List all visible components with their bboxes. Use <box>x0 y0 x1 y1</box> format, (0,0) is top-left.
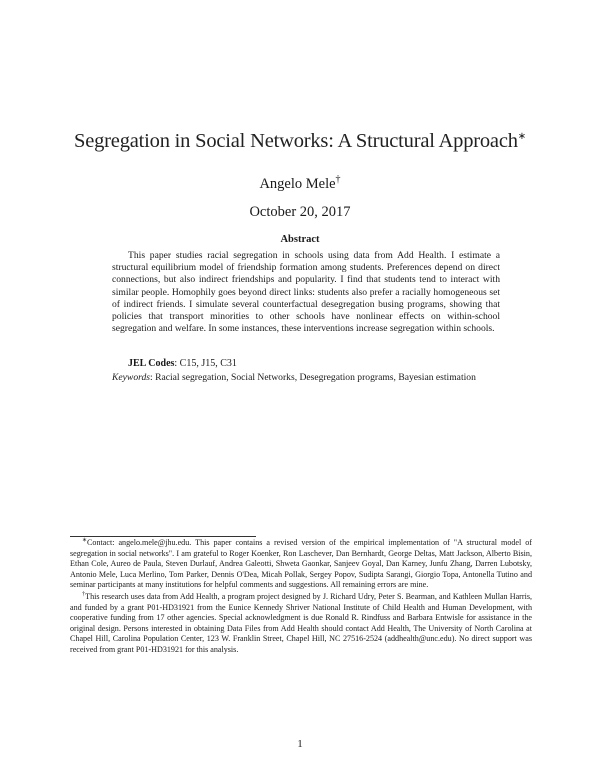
title-text: Segregation in Social Networks: A Structural Approach <box>74 130 518 152</box>
author-footnote-mark: † <box>335 174 341 186</box>
jel-codes <box>112 358 500 370</box>
keywords-values: : Racial segregation, Social Networks, Desegregation programs, Bayesian estimation <box>150 372 476 384</box>
paper-date: October 20, 2017 <box>249 204 351 220</box>
footnote-text: Contact: angelo.mele@jhu.edu. This paper contains a revised version of the empirical implementation of "A structural model of segregation in social networks". I am grateful to Roger Koenker, Ron Laschever, Dan Bernhardt, George Deltas, Matt Jackson, Alberto Bisin, Ethan Cole, Aureo de Paula, Steven Durlauf, Andrea Galeotti, Shweta Gaonkar, Sanjeev Goyal, Dan Karney, Junfu Zhang, Darren Lubotsky, Antonio Mele, Luca Merlino, Tom Parker, Dennis O'Dea, Micah Pollak, Sergey Popov, Sudipta Sarangi, Giorgio Topa, Antonella Tutino and seminar participants at many institutions for helpful comments and suggestions. All remaining errors are mine. <box>70 538 532 590</box>
abstract-heading: Abstract <box>280 234 320 245</box>
footnote-mark: † <box>82 591 86 598</box>
title-footnote-mark: ∗ <box>517 131 526 143</box>
keywords-block <box>112 358 500 384</box>
jel-values: : C15, J15, C31 <box>174 358 237 369</box>
footnote-mark: ∗ <box>82 537 88 544</box>
author-name: Angelo Mele <box>259 176 336 192</box>
keywords <box>112 372 500 384</box>
footnotes <box>70 538 532 657</box>
footnote-divider <box>70 536 256 537</box>
footnote <box>70 538 532 591</box>
paper-author <box>40 176 560 193</box>
jel-label: JEL Codes <box>128 358 175 369</box>
paper-title <box>40 130 560 153</box>
keywords-label: Keywords <box>112 372 151 384</box>
footnote <box>70 592 532 656</box>
footnote-text: This research uses data from Add Health, a program project designed by J. Richard Udry, Peter S. Bearman, and Kathleen Mullan Harris, and funded by a grant P01-HD31921 from the Eunice Kennedy Shriver National Institute of Child Health and Human Development, with cooperative funding from 17 other agencies. Special acknowledgment is due Ronald R. Rindfuss and Barbara Entwisle for assistance in the original design. Persons interested in obtaining Data Files from Add Health should contact Add Health, The University of North Carolina at Chapel Hill, Carolina Population Center, 123 W. Franklin Street, Chapel Hill, NC 27516-2524 (addhealth@unc.edu). No direct support was received from grant P01-HD31921 for this analysis. <box>70 591 532 654</box>
page-number: 1 <box>297 738 303 750</box>
abstract-body: This paper studies racial segregation in schools using data from Add Health. I estimate a structural equilibrium model of friendship formation among students. Preferences depend on direct connections, but also indirect friendships and popularity. I find that students tend to interact with similar people. Homophily goes beyond direct links: students also prefer a racially homogeneous set of indirect friends. I simulate several counterfactual desegregation busing programs, showing that policies that transport minorities to other schools have nonlinear effects on within-school segregation and welfare. In some instances, these interventions increase segregation within schools. <box>112 250 500 335</box>
